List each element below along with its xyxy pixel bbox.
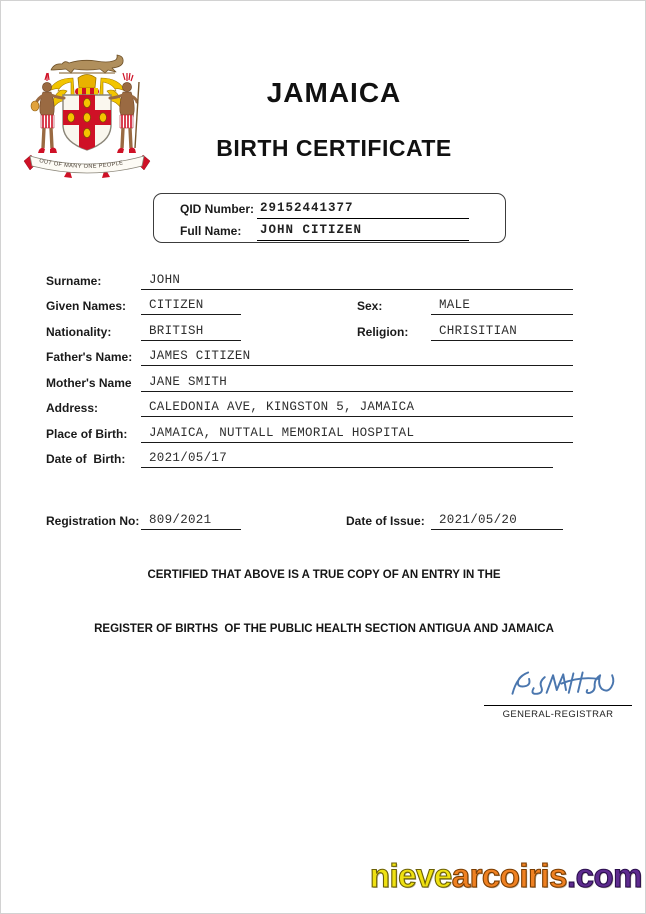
given-names-value: CITIZEN (141, 298, 241, 315)
place-of-birth-value: JAMAICA, NUTTALL MEMORIAL HOSPITAL (141, 426, 573, 443)
address-row (46, 392, 573, 418)
qid-number-value: 29152441377 (257, 201, 469, 219)
fathers-name-label: Father's Name: (46, 350, 133, 364)
sex-value: MALE (431, 298, 573, 315)
qid-number-label: QID Number: (180, 201, 255, 216)
nationality-religion-row (46, 315, 573, 341)
fathers-name-row (46, 341, 573, 367)
country-title: JAMAICA (266, 77, 402, 108)
watermark (370, 856, 642, 896)
registration-row (46, 504, 573, 530)
religion-label: Religion: (357, 324, 409, 339)
mothers-name-value: JANE SMITH (141, 375, 573, 392)
date-of-birth-row (46, 443, 573, 469)
qid-box (153, 193, 506, 243)
motto-text: OUT OF MANY ONE PEOPLE (38, 158, 124, 170)
nationality-label: Nationality: (46, 324, 112, 339)
document-title: BIRTH CERTIFICATE (216, 135, 452, 161)
certification-line-2: REGISTER OF BIRTHS OF THE PUBLIC HEALTH SECTION ANTIGUA AND JAMAICA (94, 623, 554, 635)
surname-label: Surname: (46, 273, 102, 288)
full-name-row (154, 219, 505, 242)
date-of-issue-label: Date of Issue: (346, 513, 425, 528)
given-names-label: Given Names: (46, 299, 127, 313)
surname-value: JOHN (141, 273, 573, 290)
watermark-part-3: .com (566, 857, 642, 894)
religion-value: CHRISITIAN (431, 324, 573, 341)
qid-number-row (154, 196, 505, 219)
place-of-birth-row (46, 417, 573, 443)
address-label: Address: (46, 401, 99, 415)
signer-title: GENERAL-REGISTRAR (502, 709, 614, 720)
crocodile-crest-icon (51, 55, 123, 73)
address-value: CALEDONIA AVE, KINGSTON 5, JAMAICA (141, 400, 573, 417)
fathers-name-value: JAMES CITIZEN (141, 349, 573, 366)
registrar-signature-icon (506, 665, 626, 704)
date-of-birth-value: 2021/05/17 (141, 451, 553, 468)
mothers-name-label: Mother's Name (46, 375, 132, 390)
given-names-sex-row (46, 290, 573, 316)
place-of-birth-label: Place of Birth: (46, 426, 128, 441)
date-of-issue-value: 2021/05/20 (431, 513, 563, 530)
signature-block (484, 665, 632, 720)
surname-row (46, 264, 573, 290)
signature-line (484, 705, 632, 706)
jamaica-coat-of-arms-icon (17, 53, 157, 187)
fields-section (46, 264, 573, 468)
full-name-label: Full Name: (180, 224, 242, 238)
mothers-name-row (46, 366, 573, 392)
registration-no-value: 809/2021 (141, 513, 241, 530)
sex-label: Sex: (357, 299, 383, 313)
full-name-value: JOHN CITIZEN (257, 223, 469, 241)
nationality-value: BRITISH (141, 324, 241, 341)
watermark-part-1: nieve (369, 857, 452, 894)
certification-line-1: CERTIFIED THAT ABOVE IS A TRUE COPY OF AN ENTRY IN THE (147, 569, 501, 581)
watermark-part-2: arcoiris (451, 857, 567, 894)
date-of-birth-label: Date of Birth: (46, 452, 126, 466)
registration-no-label: Registration No: (46, 513, 140, 528)
